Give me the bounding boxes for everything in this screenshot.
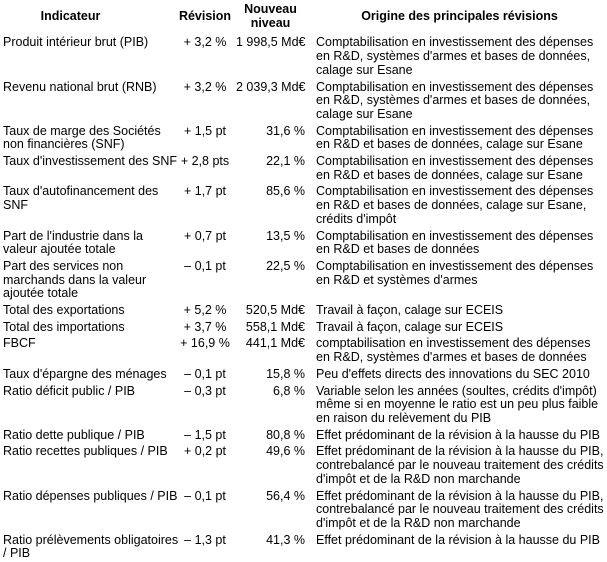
cell-revision: – 0,1 pt [184, 258, 226, 273]
cell-indicator: Ratio recettes publiques / PIB [3, 444, 168, 459]
cell-indicator: Ratio prélèvements obligatoires / PIB [3, 532, 179, 561]
cell-new-level: 80,8 % [266, 427, 305, 442]
table-row [0, 36, 607, 77]
table-row [0, 304, 607, 318]
cell-new-level: 15,8 % [266, 366, 305, 381]
cell-origin: Comptabilisation en investissement des dépenses en R&D et systèmes d'armes [316, 258, 594, 287]
cell-indicator: Part des services non marchands dans la valeur ajoutée totale [3, 258, 147, 301]
table-row [0, 81, 607, 122]
table-row [0, 155, 607, 182]
column-header-revision: Révision [178, 8, 232, 23]
cell-origin: Comptabilisation en investissement des dépenses en R&D et bases de données, calage sur Esane, crédits d'impôt [316, 184, 594, 226]
cell-new-level: 6,8 % [273, 383, 305, 398]
cell-new-level: 520,5 Md€ [245, 303, 305, 318]
table-row [0, 260, 607, 301]
table-row [0, 337, 607, 364]
cell-indicator: Taux d'épargne des ménages [3, 366, 167, 381]
cell-revision: + 3,7 % [183, 319, 227, 334]
column-header-nouveau-niveau: Nouveau niveau [244, 2, 297, 30]
cell-new-level: 49,6 % [266, 444, 305, 459]
cell-indicator: Ratio déficit public / PIB [3, 383, 136, 398]
cell-new-level: 41,3 % [266, 532, 305, 547]
cell-indicator: Total des importations [3, 319, 125, 334]
cell-origin: Comptabilisation en investissement des dépenses en R&D, systèmes d'armes et bases de données, calage sur Esane [316, 79, 594, 121]
cell-revision: – 1,5 pt [184, 427, 226, 442]
cell-origin: Travail à façon, calage sur ECEIS [316, 303, 504, 318]
cell-new-level: 31,6 % [266, 123, 305, 138]
column-header-indicateur: Indicateur [40, 8, 101, 23]
table-row [0, 125, 607, 152]
cell-new-level: 22,1 % [266, 154, 305, 169]
cell-origin: Effet prédominant de la révision à la hausse du PIB, contrebalancé par le nouveau traitement des crédits d'impôt et de la R&D non marchande [316, 444, 604, 486]
table-row [0, 490, 607, 531]
cell-new-level: 1 998,5 Md€ [236, 35, 306, 50]
cell-new-level: 558,1 Md€ [245, 319, 305, 334]
cell-revision: + 0,7 pt [183, 228, 227, 243]
cell-new-level: 441,1 Md€ [245, 336, 305, 351]
cell-revision: + 5,2 % [183, 303, 227, 318]
table-row [0, 534, 607, 561]
cell-indicator: Revenu national brut (RNB) [3, 79, 157, 94]
table-row [0, 445, 607, 486]
cell-origin: Variable selon les années (soultes, crédits d'impôt) même si en moyenne le ratio est un peu plus faible en raison du relèvement du PIB [316, 383, 599, 425]
cell-new-level: 85,6 % [266, 184, 305, 199]
cell-origin: Comptabilisation en investissement des dépenses en R&D et bases de données [316, 228, 594, 257]
cell-new-level: 13,5 % [266, 228, 305, 243]
cell-revision: – 0,1 pt [184, 366, 226, 381]
cell-origin: Peu d'effets directs des innovations du SEC 2010 [316, 366, 590, 381]
cell-revision: + 2,8 pts [180, 154, 230, 169]
table-header-row [0, 3, 607, 30]
cell-origin: Effet prédominant de la révision à la hausse du PIB [316, 532, 600, 547]
table-row [0, 368, 607, 382]
cell-origin: Effet prédominant de la révision à la hausse du PIB [316, 427, 600, 442]
table-body [0, 36, 607, 561]
cell-origin: comptabilisation en investissement des dépenses en R&D, systèmes d'armes et bases de données [316, 336, 591, 365]
cell-indicator: FBCF [3, 336, 36, 351]
cell-origin: Effet prédominant de la révision à la hausse du PIB, contrebalancé par le nouveau traitement des crédits d'impôt et de la R&D non marchande [316, 488, 604, 530]
cell-revision: – 0,3 pt [184, 383, 226, 398]
cell-revision: + 1,5 pt [183, 123, 227, 138]
cell-indicator: Taux d'investissement des SNF [3, 154, 177, 169]
cell-revision: – 1,3 pt [184, 532, 226, 547]
table-row [0, 185, 607, 226]
cell-revision: + 16,9 % [180, 336, 230, 351]
cell-revision: – 0,1 pt [184, 488, 226, 503]
cell-indicator: Produit intérieur brut (PIB) [3, 35, 149, 50]
table-row [0, 429, 607, 443]
cell-origin: Comptabilisation en investissement des dépenses en R&D, systèmes d'armes et bases de données, calage sur Esane [316, 35, 594, 77]
cell-indicator: Ratio dette publique / PIB [3, 427, 145, 442]
cell-revision: + 0,2 pt [183, 444, 227, 459]
table-row [0, 321, 607, 335]
cell-indicator: Taux d'autofinancement des SNF [3, 184, 159, 213]
cell-new-level: 22,5 % [266, 258, 305, 273]
cell-origin: Comptabilisation en investissement des dépenses en R&D et bases de données, calage sur Esane [316, 154, 594, 182]
cell-new-level: 56,4 % [266, 488, 305, 503]
cell-revision: + 1,7 pt [183, 184, 227, 199]
cell-indicator: Part de l'industrie dans la valeur ajoutée totale [3, 228, 143, 257]
cell-revision: + 3,2 % [183, 79, 227, 94]
cell-indicator: Taux de marge des Sociétés non financières (SNF) [3, 123, 161, 152]
table-row [0, 230, 607, 257]
cell-new-level: 2 039,3 Md€ [236, 79, 306, 94]
cell-indicator: Ratio dépenses publiques / PIB [3, 488, 178, 503]
cell-revision: + 3,2 % [183, 35, 227, 50]
cell-origin: Travail à façon, calage sur ECEIS [316, 319, 504, 334]
cell-origin: Comptabilisation en investissement des dépenses en R&D et bases de données, calage sur Esane [316, 123, 594, 152]
cell-indicator: Total des exportations [3, 303, 125, 318]
table-row [0, 385, 607, 426]
column-header-origine: Origine des principales révisions [361, 8, 558, 23]
